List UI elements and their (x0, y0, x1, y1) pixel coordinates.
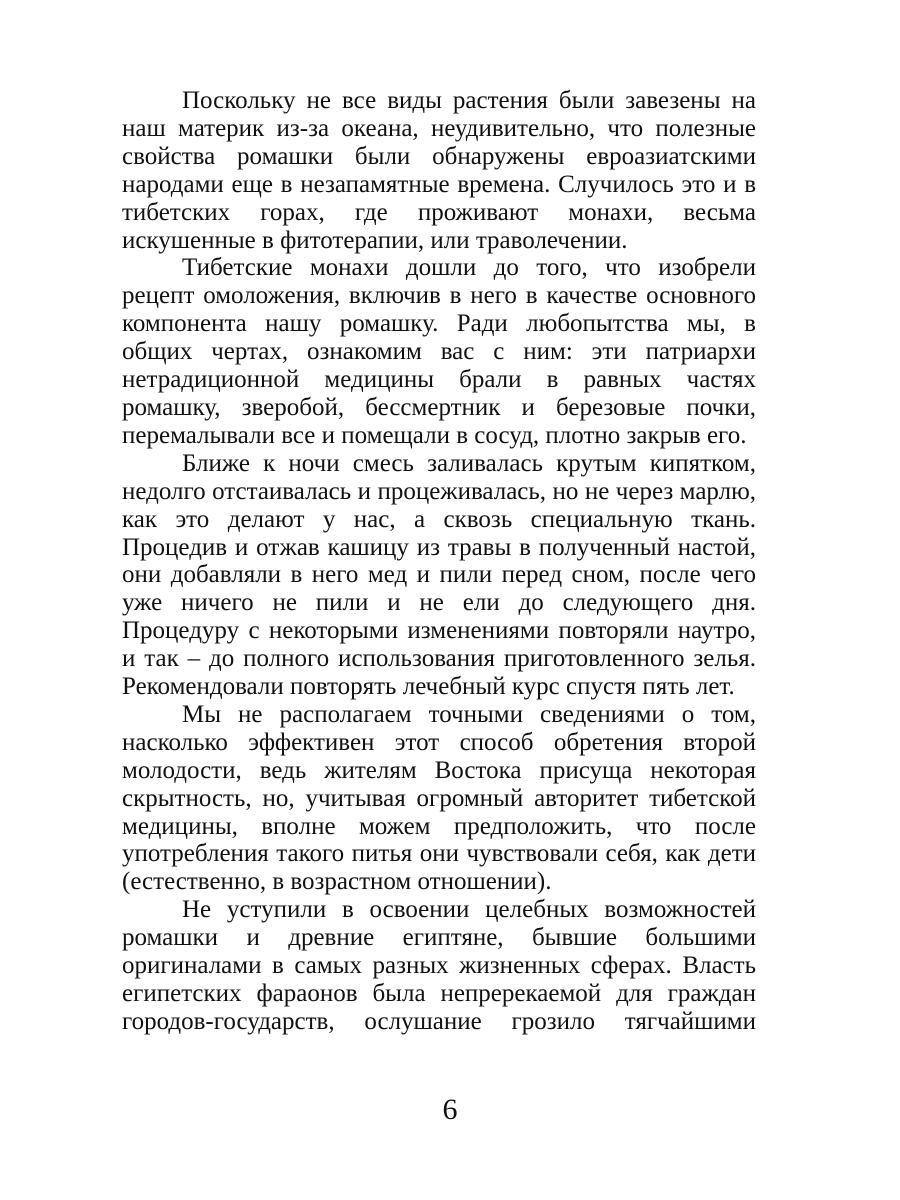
body-text (122, 87, 756, 1036)
page-number: 6 (442, 1093, 458, 1126)
paragraph-4: Мы не располагаем точными сведениями о том, насколько эффективен этот способ обретения второй молодости, ведь жителям Востока присуща некоторая скрытность, но, учитывая огромный авторитет тибетской медицины, вполне можем предположить, что после употребления такого питья они чувствовали себя, как дети (естественно, в возрастном отношении). (122, 700, 756, 896)
paragraph-2: Тибетские монахи дошли до того, что изобрели рецепт омоложения, включив в него в качестве основного компонента нашу ромашку. Ради любопытства мы, в общих чертах, ознакомим вас с ним: эти патриархи нетрадиционной медицины брали в равных частях ромашку, зверобой, бессмертник и березовые почки, перемалывали все и помещали в сосуд, плотно закрыв его. (122, 254, 756, 449)
paragraph-1: Поскольку не все виды растения были завезены на наш материк из-за океана, неудивительно, что полезные свойства ромашки были обнаружены евроазиатскими народами еще в незапамятные времена. Случилось это и в тибетских горах, где проживают монахи, весьма искушенные в фитотерапии, или траволечении. (122, 87, 756, 254)
paragraph-5: Не уступили в освоении целебных возможностей ромашки и древние египтяне, бывшие большими оригиналами в самых разных жизненных сферах. Власть египетских фараонов была непререкаемой для граждан городов-государств, ослушание грозило тягчайшими (122, 896, 756, 1035)
paragraph-3: Ближе к ночи смесь заливалась крутым кипятком, недолго отстаивалась и процеживалась, но не через марлю, как это делают у нас, а сквозь специальную ткань. Процедив и отжав кашицу из травы в полученный настой, они добавляли в него мед и пили перед сном, после чего уже ничего не пили и не ели до следующего дня. Процедуру с некоторыми изменениями повторяли наутро, и так – до полного использования приготовленного зелья. Рекомендовали повторять лечебный курс спустя пять лет. (122, 449, 756, 701)
